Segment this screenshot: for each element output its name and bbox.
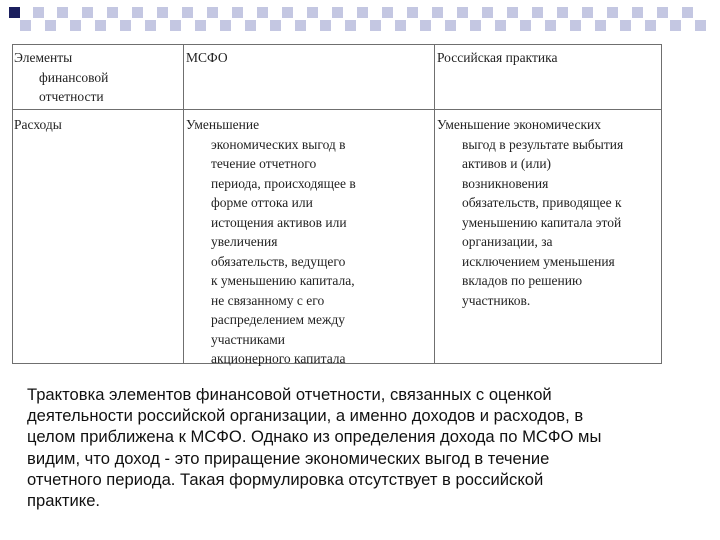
- decor-square: [595, 20, 606, 31]
- decor-square: [195, 20, 206, 31]
- row-divider: [13, 109, 661, 110]
- decor-square: [645, 20, 656, 31]
- decor-square: [607, 7, 618, 18]
- decor-square: [232, 7, 243, 18]
- cell-line: уменьшению капитала этой: [462, 214, 622, 230]
- comparison-table: [12, 44, 662, 364]
- cell-line: вкладов по решению: [462, 273, 583, 288]
- cell-line: участников.: [462, 292, 531, 308]
- cell-line: отчетности: [39, 89, 104, 104]
- decor-square: [520, 20, 531, 31]
- decor-square: [57, 7, 68, 18]
- decor-square: [220, 20, 231, 31]
- decor-square: [495, 20, 506, 31]
- decor-square: [145, 20, 156, 31]
- cell-line: финансовой: [39, 69, 109, 85]
- paragraph-line: Трактовка элементов финансовой отчетности, связанных с оценкой: [27, 385, 552, 404]
- decor-square: [507, 7, 518, 18]
- decor-square: [407, 7, 418, 18]
- decor-square: [257, 7, 268, 18]
- decor-square: [382, 7, 393, 18]
- decor-square: [82, 7, 93, 18]
- decor-square: [457, 7, 468, 18]
- cell-line: активов и (или): [462, 156, 552, 171]
- decor-square: [482, 7, 493, 18]
- decor-square: [120, 20, 131, 31]
- decor-square: [320, 20, 331, 31]
- cell-line: форме оттока или: [211, 195, 313, 210]
- cell-line: Уменьшение экономических: [437, 117, 602, 132]
- cell-line: увеличения: [211, 234, 278, 249]
- decor-square: [157, 7, 168, 18]
- decor-square: [445, 20, 456, 31]
- cell-line: организации, за: [462, 234, 553, 249]
- decor-square: [20, 20, 31, 31]
- cell-line: Элементы: [14, 50, 73, 65]
- header-cell-russian-practice: [437, 48, 659, 68]
- decor-square: [132, 7, 143, 18]
- cell-line: Расходы: [14, 117, 62, 132]
- decor-square: [332, 7, 343, 18]
- decorative-squares: [0, 0, 720, 36]
- cell-line: истощения активов или: [211, 214, 347, 230]
- decor-square: [470, 20, 481, 31]
- cell-line: МСФО: [186, 50, 228, 65]
- decor-square: [545, 20, 556, 31]
- paragraph-line: практике.: [27, 491, 101, 511]
- column-divider: [434, 45, 435, 363]
- cell-line: участниками: [211, 331, 285, 347]
- decor-square: [182, 7, 193, 18]
- header-cell-elements: [14, 48, 179, 107]
- decor-square: [632, 7, 643, 18]
- decor-square: [95, 20, 106, 31]
- row-cell-russian-definition: [437, 115, 659, 310]
- cell-line: к уменьшению капитала,: [211, 273, 355, 288]
- cell-line: исключением уменьшения: [462, 253, 615, 269]
- paragraph-line: отчетного периода. Такая формулировка отсутствует в российской: [27, 469, 544, 489]
- decor-square: [570, 20, 581, 31]
- decor-square: [9, 7, 20, 18]
- decor-square: [207, 7, 218, 18]
- decor-square: [582, 7, 593, 18]
- decor-square: [357, 7, 368, 18]
- decor-square: [270, 20, 281, 31]
- decor-square: [532, 7, 543, 18]
- decor-square: [307, 7, 318, 18]
- decor-square: [432, 7, 443, 18]
- decor-square: [420, 20, 431, 31]
- cell-line: распределением между: [211, 312, 345, 327]
- paragraph-line: видим, что доход - это приращение экономических выгод в течение: [27, 448, 550, 468]
- cell-line: возникновения: [462, 175, 549, 191]
- column-divider: [183, 45, 184, 363]
- cell-line: обязательств, приводящее к: [462, 195, 622, 210]
- decor-square: [70, 20, 81, 31]
- paragraph-line: деятельности российской организации, а именно доходов и расходов, в: [27, 406, 584, 426]
- cell-line: обязательств, ведущего: [211, 253, 346, 269]
- cell-line: акционерного капитала: [211, 351, 346, 366]
- cell-line: выгод в результате выбытия: [462, 136, 624, 152]
- header-cell-ifrs: [186, 48, 431, 68]
- row-cell-ifrs-definition: [186, 115, 431, 369]
- decor-square: [695, 20, 706, 31]
- decor-square: [245, 20, 256, 31]
- cell-line: экономических выгод в: [211, 136, 346, 152]
- decor-square: [170, 20, 181, 31]
- cell-line: Уменьшение: [186, 117, 260, 132]
- decor-square: [33, 7, 44, 18]
- cell-line: не связанному с его: [211, 292, 325, 308]
- decor-square: [45, 20, 56, 31]
- decor-square: [295, 20, 306, 31]
- cell-line: Российская практика: [437, 50, 558, 65]
- cell-line: течение отчетного: [211, 156, 317, 171]
- decor-square: [557, 7, 568, 18]
- decor-square: [657, 7, 668, 18]
- decor-square: [682, 7, 693, 18]
- decor-square: [670, 20, 681, 31]
- decor-square: [370, 20, 381, 31]
- row-cell-expenses: [14, 115, 179, 135]
- paragraph-line: целом приближена к МСФО. Однако из определения дохода по МСФО мы: [27, 427, 602, 447]
- decor-square: [107, 7, 118, 18]
- decor-square: [395, 20, 406, 31]
- decor-square: [282, 7, 293, 18]
- summary-paragraph: [27, 384, 697, 511]
- cell-line: периода, происходящее в: [211, 175, 356, 191]
- decor-square: [345, 20, 356, 31]
- decor-square: [620, 20, 631, 31]
